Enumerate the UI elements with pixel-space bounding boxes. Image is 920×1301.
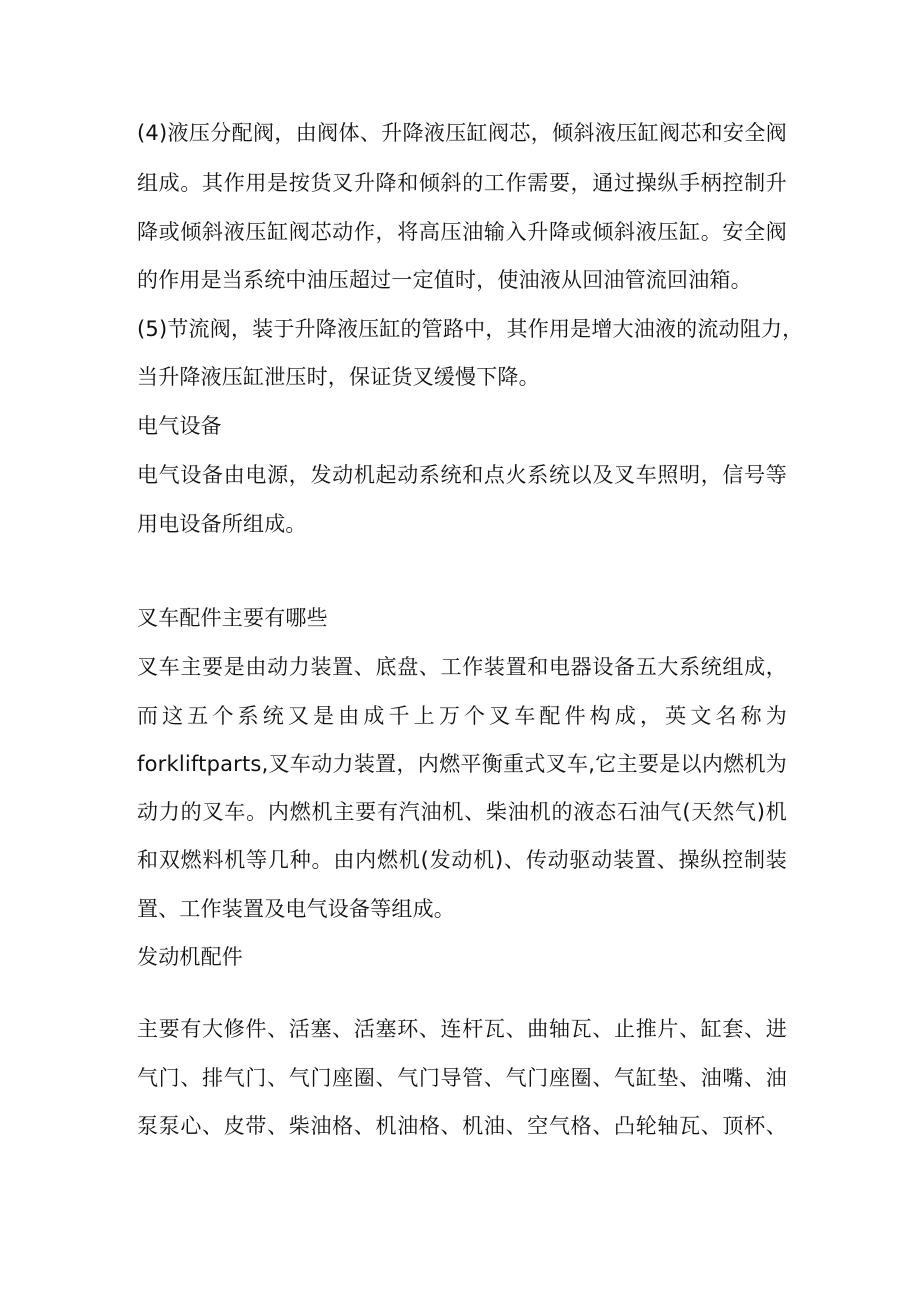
section-heading-parts: 叉车配件主要有哪些 (137, 606, 328, 630)
paragraph-line: 组成。其作用是按货叉升降和倾斜的工作需要，通过操纵手柄控制升 (137, 171, 787, 195)
paragraph-line: 和双燃料机等几种。由内燃机(发动机)、传动驱动装置、操纵控制装 (137, 848, 787, 872)
paragraph-line: 主要有大修件、活塞、活塞环、连杆瓦、曲轴瓦、止推片、缸套、进 (137, 1017, 787, 1041)
paragraph-line: 叉车主要是由动力装置、底盘、工作装置和电器设备五大系统组成， (137, 655, 787, 679)
paragraph-line: 的作用是当系统中油压超过一定值时，使油液从回油管流回油箱。 (137, 268, 752, 292)
paragraph-line: 泵泵心、皮带、柴油格、机油格、机油、空气格、凸轮轴瓦、顶杯、 (137, 1114, 787, 1138)
paragraph-line: forkliftparts,叉车动力装置，内燃平衡重式叉车,它主要是以内燃机为 (137, 752, 787, 776)
paragraph-line: 当升降液压缸泄压时，保证货叉缓慢下降。 (137, 365, 540, 389)
paragraph-line: 气门、排气门、气门座圈、气门导管、气门座圈、气缸垫、油嘴、油 (137, 1066, 787, 1090)
paragraph-line: 置、工作装置及电气设备等组成。 (137, 897, 455, 921)
paragraph-line: (4)液压分配阀，由阀体、升降液压缸阀芯，倾斜液压缸阀芯和安全阀 (137, 121, 787, 145)
paragraph-line: 动力的叉车。内燃机主要有汽油机、柴油机的液态石油气(天然气)机 (137, 800, 787, 824)
paragraph-line: 用电设备所组成。 (137, 512, 307, 536)
paragraph-line: 降或倾斜液压缸阀芯动作，将高压油输入升降或倾斜液压缸。安全阀 (137, 220, 787, 244)
paragraph-line: 电气设备由电源，发动机起动系统和点火系统以及叉车照明，信号等 (137, 463, 787, 487)
section-heading-electrical: 电气设备 (137, 414, 222, 438)
section-heading-engine: 发动机配件 (137, 945, 243, 969)
paragraph-line: 而这五个系统又是由成千上万个叉车配件构成，英文名称为 (137, 704, 787, 728)
paragraph-line: (5)节流阀，装于升降液压缸的管路中，其作用是增大油液的流动阻力， (137, 317, 804, 341)
